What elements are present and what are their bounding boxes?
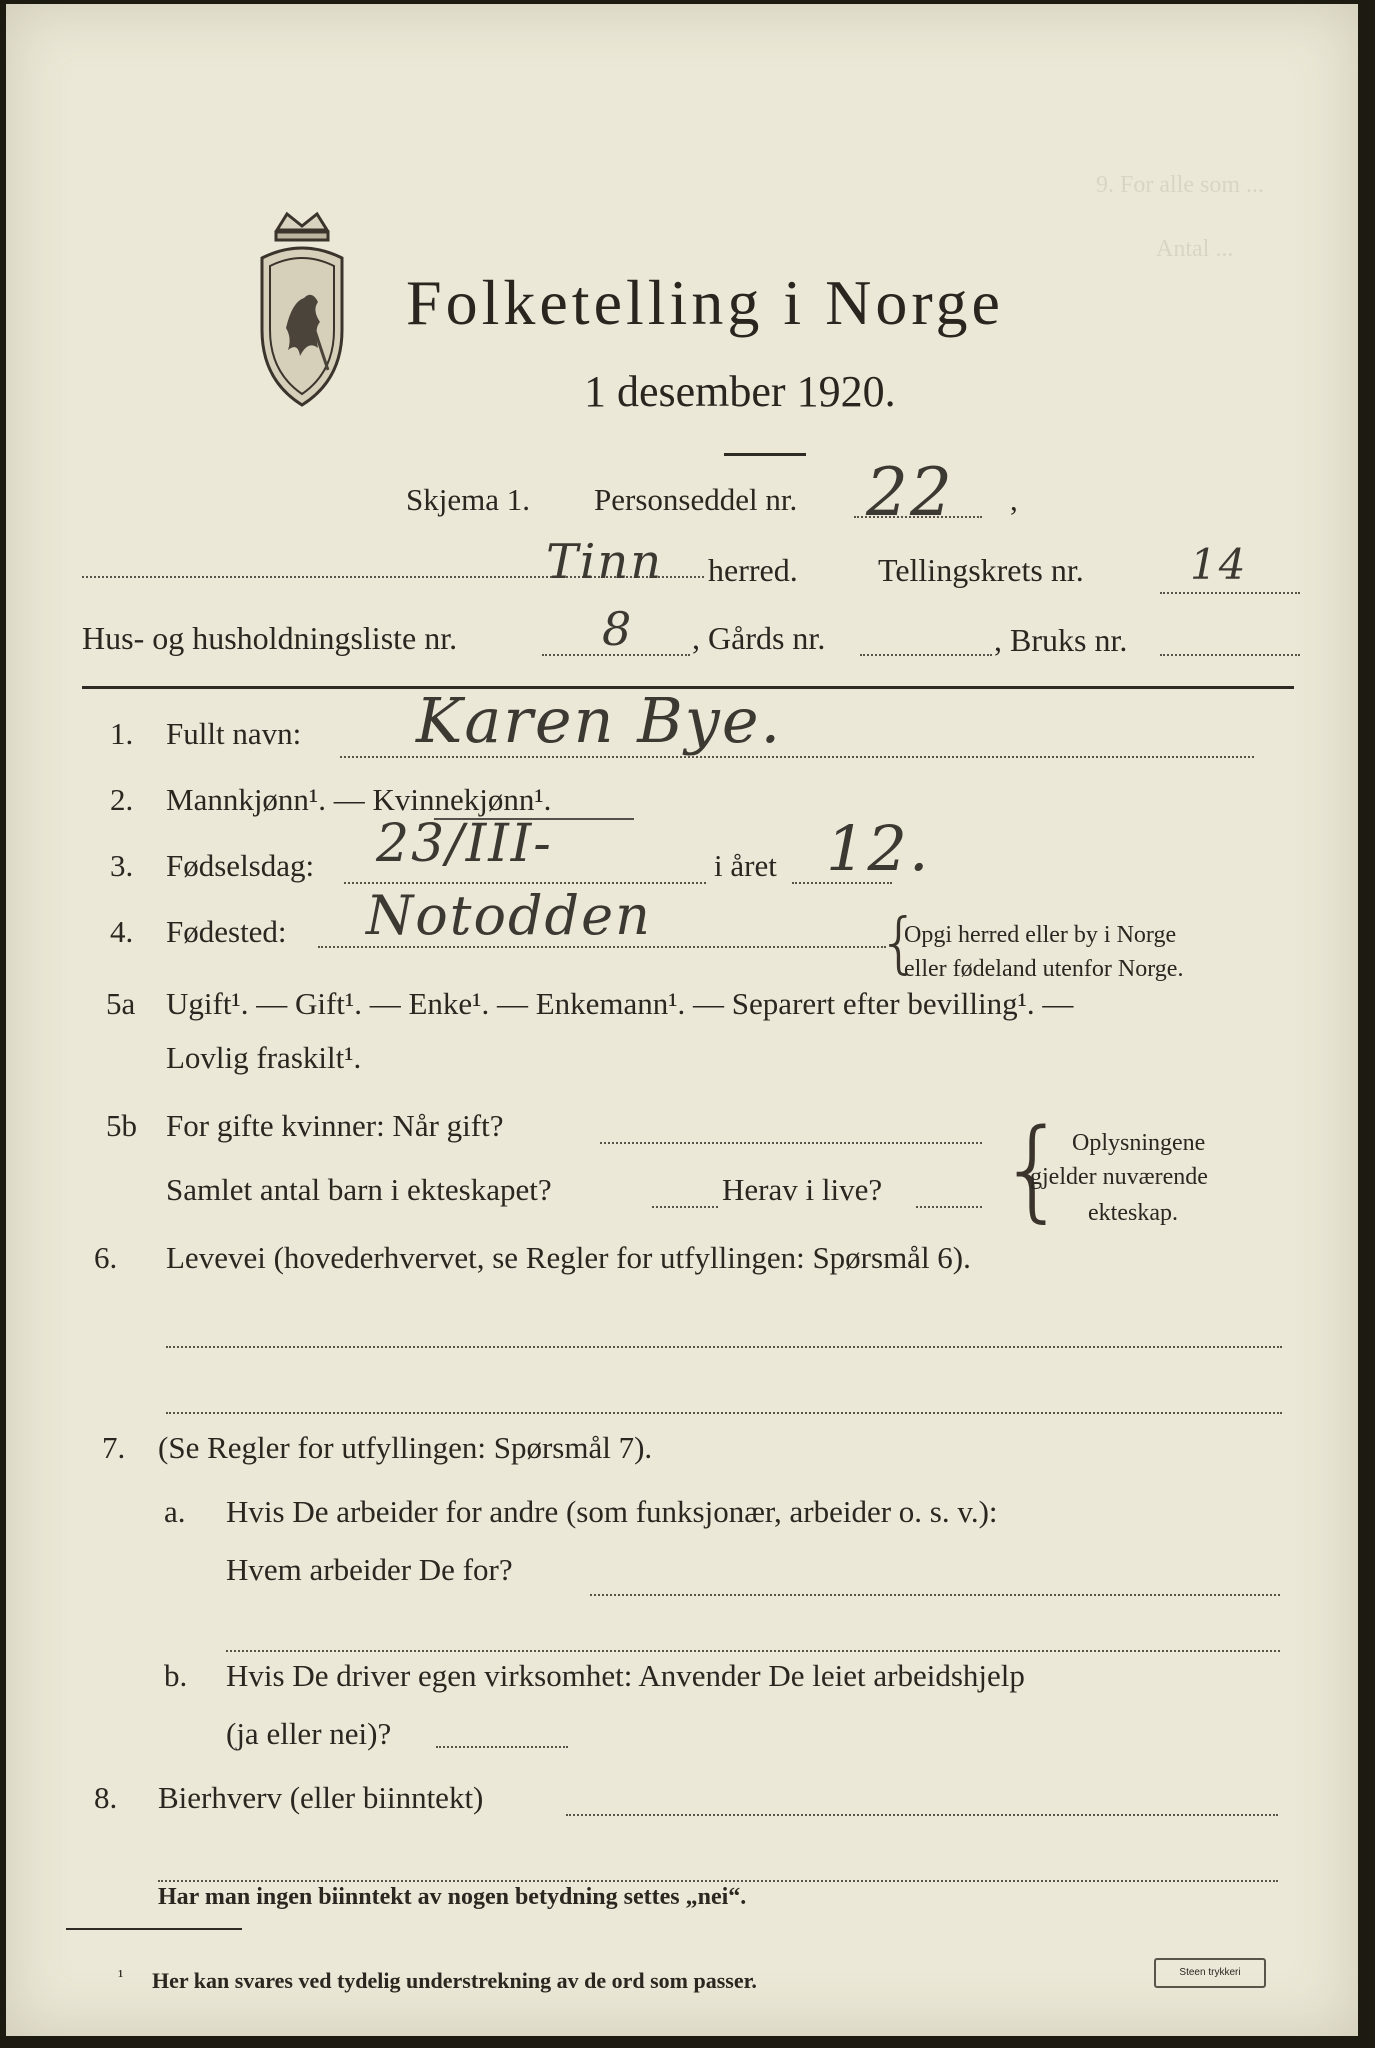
q2-number: 2.	[110, 782, 134, 817]
q3-number: 3.	[110, 848, 134, 883]
q6-label: Levevei (hovederhvervet, se Regler for utfyllingen: Spørsmål 6).	[166, 1240, 971, 1275]
q6-number: 6.	[94, 1240, 118, 1275]
comma: ,	[1010, 482, 1018, 517]
q7a-label: Hvis De arbeider for andre (som funksjonær, arbeider o. s. v.):	[226, 1494, 998, 1529]
herred-value: Tinn	[546, 534, 664, 590]
q4-note-line2: eller fødeland utenfor Norge.	[904, 956, 1184, 982]
q6-line-2	[166, 1412, 1282, 1414]
herred-label: herred.	[708, 552, 798, 588]
footnote-text: Her kan svares ved tydelig understrekning av de ord som passer.	[152, 1968, 757, 1993]
q8-note: Har man ingen biinntekt av nogen betydning settes „nei“.	[158, 1884, 747, 1910]
q8-number: 8.	[94, 1780, 118, 1815]
q5b-note-line1: Oplysningene	[1072, 1130, 1206, 1156]
q5a-label: Ugift¹. — Gift¹. — Enke¹. — Enkemann¹. — Separert efter bevilling¹. —	[166, 986, 1074, 1021]
tellingskrets-line	[1160, 592, 1300, 594]
personseddel-value: 22	[866, 454, 954, 531]
q1-value: Karen Bye.	[416, 684, 783, 757]
q3-label: Fødselsdag:	[166, 848, 315, 883]
q3-year-value: 12.	[826, 812, 931, 885]
bleed-through-text: 9. For alle som ...	[1096, 172, 1264, 198]
q8-line-1	[566, 1814, 1278, 1816]
q1-number: 1.	[110, 716, 134, 751]
q4-value: Notodden	[366, 884, 652, 947]
q7b-label: Hvis De driver egen virksomhet: Anvender De leiet arbeidshjelp	[226, 1658, 1025, 1693]
q8-label: Bierhverv (eller biinntekt)	[158, 1780, 484, 1815]
gards-line	[860, 654, 992, 656]
q8-line-2	[158, 1880, 1278, 1882]
q7a-label-2: Hvem arbeider De for?	[226, 1552, 513, 1587]
q1-label: Fullt navn:	[166, 716, 302, 751]
q5b-line	[600, 1142, 982, 1144]
q7-number: 7.	[102, 1430, 126, 1465]
q5b-label-3: Herav i live?	[722, 1172, 883, 1207]
census-form-page	[6, 4, 1358, 2036]
title-divider	[724, 453, 806, 456]
printer-stamp	[1154, 1958, 1266, 1988]
q2-label: Mannkjønn¹. — Kvinnekjønn¹.	[166, 782, 552, 817]
q4-brace: {	[878, 904, 920, 981]
q7b-letter: b.	[164, 1658, 188, 1693]
gards-label: , Gårds nr.	[692, 620, 826, 656]
q4-note-line1: Opgi herred eller by i Norge	[904, 922, 1177, 948]
q5b-brace: {	[998, 1105, 1068, 1233]
form-title: Folketelling i Norge	[406, 267, 1004, 338]
q7a-line-1	[590, 1594, 1280, 1596]
tellingskrets-value: 14	[1190, 540, 1248, 589]
bleed-through-text: Antal ...	[1156, 236, 1234, 262]
q5b-number: 5b	[106, 1108, 137, 1143]
q7a-line-2	[226, 1650, 1280, 1652]
q7a-letter: a.	[164, 1494, 186, 1529]
q3-year-label: i året	[714, 848, 777, 883]
bruks-label: , Bruks nr.	[994, 622, 1128, 658]
q5b-alive-line	[916, 1206, 982, 1208]
coat-of-arms-icon	[242, 210, 362, 410]
bruks-line	[1160, 654, 1300, 656]
q5b-label: For gifte kvinner: Når gift?	[166, 1108, 504, 1143]
q5b-note-line2: gjelder nuværende	[1030, 1164, 1208, 1190]
q7b-line	[436, 1746, 568, 1748]
form-date: 1 desember 1920.	[584, 367, 896, 416]
q6-line-1	[166, 1346, 1282, 1348]
husliste-label: Hus- og husholdningsliste nr.	[82, 620, 458, 656]
q7-label: (Se Regler for utfyllingen: Spørsmål 7).	[158, 1430, 653, 1465]
q5a-label-2: Lovlig fraskilt¹.	[166, 1040, 362, 1075]
tellingskrets-label: Tellingskrets nr.	[878, 552, 1084, 588]
q5b-note-line3: ekteskap.	[1088, 1200, 1178, 1226]
q5a-number: 5a	[106, 986, 136, 1021]
husliste-value: 8	[602, 602, 634, 656]
footnote-mark: ¹	[118, 1966, 124, 1986]
q5b-children-line	[652, 1206, 718, 1208]
q4-label: Fødested:	[166, 914, 287, 949]
printer-stamp-text: Steen trykkeri	[1179, 1967, 1241, 1978]
q5b-label-2: Samlet antal barn i ekteskapet?	[166, 1172, 552, 1207]
q7b-label-2: (ja eller nei)?	[226, 1716, 392, 1751]
schema-label: Skjema 1.	[406, 482, 530, 517]
q4-number: 4.	[110, 914, 134, 949]
personseddel-label: Personseddel nr.	[594, 482, 798, 517]
footnote-rule	[66, 1928, 242, 1930]
q3-value: 23/III-	[376, 814, 553, 874]
